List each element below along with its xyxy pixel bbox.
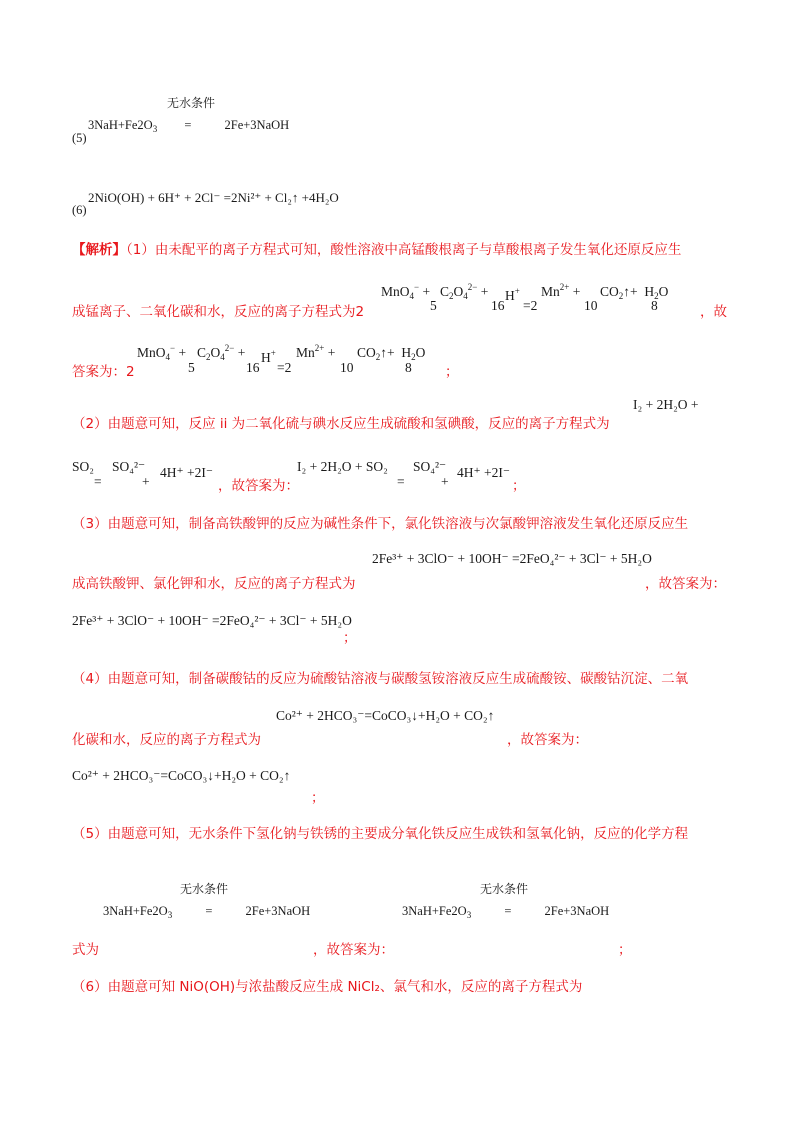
semicolon-2: ； — [512, 478, 526, 494]
h-ion-2: H+ — [261, 348, 276, 365]
p5-condition-1: 无水条件 — [180, 882, 229, 896]
analysis-p6-line1: （6）由题意可知 NiO(OH)与浓盐酸反应生成 NiCl₂、氯气和水，反应的离子方程式为 — [72, 979, 583, 995]
h-ion: H+ — [505, 286, 520, 303]
co-eq-2: Co²⁺ + 2HCO₃⁻=CoCO₃↓+H₂O + CO₂↑ — [72, 768, 291, 783]
co-eq-1: Co²⁺ + 2HCO₃⁻=CoCO₃↓+H₂O + CO₂↑ — [276, 708, 495, 723]
eqsign-1: = — [94, 474, 102, 489]
q6-equation: 2NiO(OH) + 6H⁺ + 2Cl⁻ =2Ni²⁺ + Cl₂↑ +4H₂O — [88, 190, 339, 205]
analysis-tag: 【解析】 — [72, 242, 126, 258]
q5-reactants: 3NaH+Fe — [88, 118, 138, 132]
so4-2: SO₄²⁻ — [413, 459, 447, 474]
so4-1: SO₄²⁻ — [112, 459, 146, 474]
analysis-p5-line1: （5）由题意可知，无水条件下氢化钠与铁锈的主要成分氧化铁反应生成铁和氢氧化钠，反应的化学方程 — [72, 826, 689, 842]
q5-label: (5) — [72, 131, 87, 145]
plus-2: + — [441, 474, 449, 489]
analysis-p1-line2: 成锰离子、二氧化碳和水，反应的离子方程式为2 — [72, 304, 365, 320]
q5-products: 2Fe+3NaOH — [224, 118, 290, 132]
analysis-p5-answer: ，故答案为： — [313, 942, 394, 958]
p5-equation-2: $3NaH+Fe2O_3$ = 2Fe+3NaOH — [402, 904, 610, 920]
analysis-p3-line2: 成高铁酸钾、氯化钾和水，反应的离子方程式为 — [72, 576, 356, 592]
q5-condition: 无水条件 — [167, 96, 216, 110]
fe-eq-2: 2Fe³⁺ + 3ClO⁻ + 10OH⁻ =2FeO₄²⁻ + 3Cl⁻ + 5H₂O — [72, 613, 352, 628]
p5-condition-2: 无水条件 — [480, 882, 529, 896]
mn-coef-8b: 8 — [405, 360, 412, 375]
mno4-ion-2: MnO$_4$− + — [137, 343, 187, 362]
co2-gas: $CO_2↑+ H_2O$ — [600, 284, 669, 301]
analysis-p1-line1: 【解析】（1）由未配平的离子方程式可知，酸性溶液中高锰酸根离子与草酸根离子发生氧化还原反应生 — [72, 242, 682, 258]
analysis-p5-line2: 式为 — [72, 942, 99, 958]
analysis-p2-line1: （2）由题意可知，反应 ii 为二氧化硫与碘水反应生成硫酸和氢碘酸，反应的离子方程式为 — [72, 416, 610, 432]
mn-coef-16: 16 — [491, 298, 505, 313]
mn-eq2: =2 — [523, 298, 538, 313]
mn-coef-10: 10 — [584, 298, 598, 313]
p5-equation-1: $3NaH+Fe2O_3$ = 2Fe+3NaOH — [103, 904, 311, 920]
i2-eq-part: I₂ + 2H₂O + — [633, 397, 699, 412]
fe-eq-1: 2Fe³⁺ + 3ClO⁻ + 10OH⁻ =2FeO₄²⁻ + 3Cl⁻ + 5H₂O — [372, 551, 652, 566]
mn-coef-16b: 16 — [246, 360, 260, 375]
mno4-ion: MnO$_4$− + — [381, 282, 431, 301]
mn-coef-10b: 10 — [340, 360, 354, 375]
analysis-p4-line2: 化碳和水，反应的离子方程式为 — [72, 732, 261, 748]
q5-eqsign: = — [184, 118, 192, 132]
c2o4-ion: $C_2O_4^{2-}$ + — [440, 282, 489, 301]
h-i-2: 4H⁺ +2I⁻ — [457, 465, 510, 480]
analysis-p4-answer: ，故答案为： — [507, 732, 588, 748]
analysis-p2-answer: ，故答案为： — [218, 478, 299, 494]
analysis-p3-line1: （3）由题意可知，制备高铁酸钾的反应为碱性条件下，氯化铁溶液与次氯酸钾溶液发生氧化还原反应生 — [72, 516, 689, 532]
semicolon-3: ； — [343, 630, 357, 646]
q5-equation — [88, 118, 289, 133]
c2o4-ion-2: $C_2O_4^{2-}$ + — [197, 343, 246, 362]
mn-coef-5b: 5 — [188, 360, 195, 375]
h-i-1: 4H⁺ +2I⁻ — [160, 465, 213, 480]
eqsign-2: = — [397, 474, 405, 489]
mn-coef-8: 8 — [651, 298, 658, 313]
q5-fe2o3: $2O_3$ — [137, 118, 158, 134]
mn-ion-2: $Mn^{2+}$ + — [296, 343, 336, 360]
analysis-p3-answer: ，故答案为： — [645, 576, 726, 592]
semicolon-5: ； — [618, 942, 632, 958]
i2-full: I₂ + 2H₂O + SO₂ — [297, 459, 388, 474]
semicolon-1: ； — [445, 364, 459, 380]
analysis-p4-line1: （4）由题意可知，制备碳酸钴的反应为硫酸钴溶液与碳酸氢铵溶液反应生成硫酸铵、碳酸钴沉淀、二氧 — [72, 671, 689, 687]
so2-1: SO₂ — [72, 459, 94, 474]
mn-coef-5: 5 — [430, 298, 437, 313]
co2-gas-2: $CO_2↑+ H_2O$ — [357, 345, 426, 362]
semicolon-4: ； — [311, 790, 325, 806]
plus-1: + — [142, 474, 150, 489]
mn-ion: $Mn^{2+}$ + — [541, 282, 581, 299]
q6-label: (6) — [72, 203, 87, 217]
analysis-p1-line2-end: ，故 — [700, 304, 727, 320]
mn-eq2b: =2 — [277, 360, 292, 375]
analysis-p1-line3: 答案为：2 — [72, 364, 135, 380]
